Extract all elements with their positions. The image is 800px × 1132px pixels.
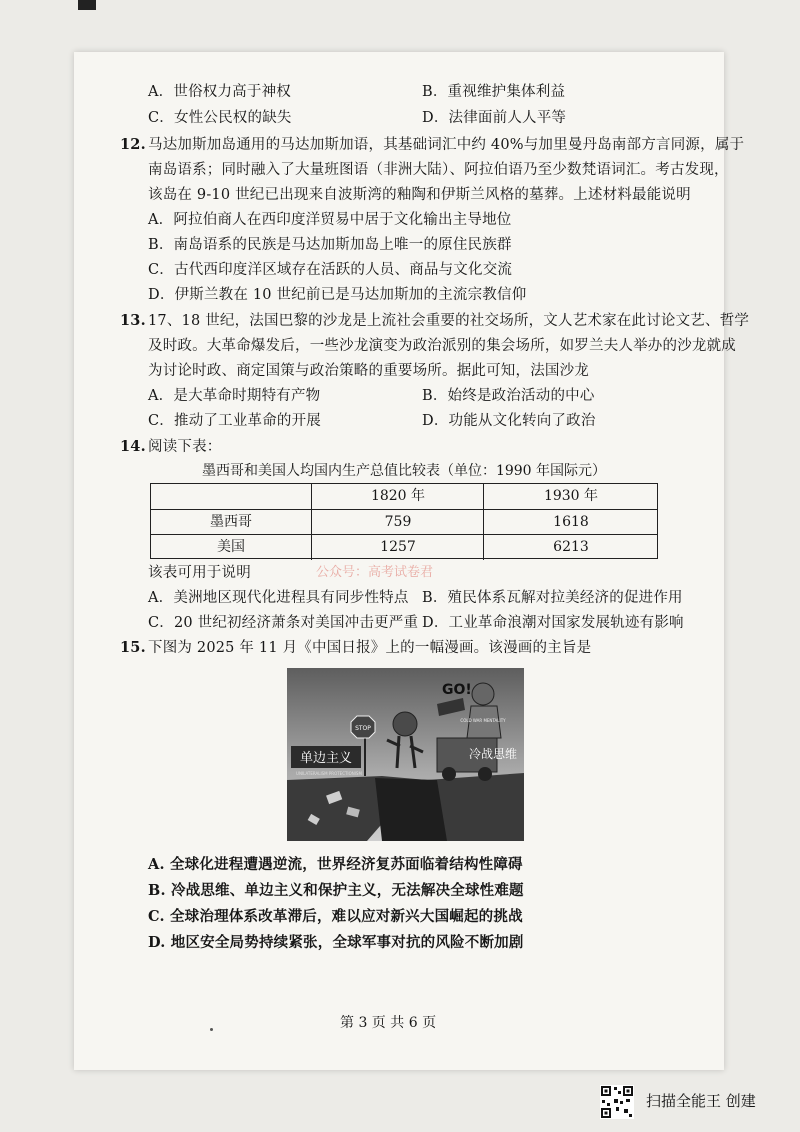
unilateralism-label: 单边主义 [299, 751, 353, 766]
table-cell: 1618 [483, 510, 658, 535]
q15-option-d: D. 地区安全局势持续紧张，全球军事对抗的风险不断加剧 [148, 934, 524, 951]
vehicle-wheel [442, 767, 456, 781]
q15-stem: 下图为 2025 年 11 月《中国日报》上的一幅漫画。该漫画的主旨是 [148, 640, 592, 656]
q14-option-a: A．美洲地区现代化进程具有同步性特点 [148, 590, 409, 606]
table-cell: 1257 [311, 535, 484, 560]
cartoon-image [287, 668, 524, 841]
table-row [151, 509, 657, 535]
q13-option-c: C．推动了工业革命的开展 [148, 413, 321, 429]
gdp-comparison-table [150, 483, 658, 559]
cartoon-small-caption: UNILATERALISM PROTECTIONISM [296, 771, 362, 776]
q15-number: 15. [120, 639, 146, 656]
table-cell: 墨西哥 [210, 514, 252, 530]
q13-option-d: D．功能从文化转向了政治 [422, 413, 596, 429]
qr-code-icon [600, 1085, 634, 1119]
table-header-row [151, 484, 657, 509]
q15-option-a: A. 全球化进程遭遇逆流，世界经济复苏面临着结构性障碍 [148, 856, 523, 873]
table-row [151, 534, 657, 560]
q12-option-c: C．古代西印度洋区域存在活跃的人员、商品与文化交流 [148, 262, 513, 278]
q14-option-b: B．殖民体系瓦解对拉美经济的促进作用 [422, 590, 683, 606]
q14-stem: 阅读下表： [148, 439, 222, 455]
q13-stem-line-3: 为讨论时政、商定国策与政治策略的重要场所。据此可知，法国沙龙 [148, 363, 589, 379]
q13-stem-line-2: 及时政。大革命爆发后，一些沙龙演变为政治派别的集会场所，如罗兰夫人举办的沙龙就成 [148, 338, 736, 354]
q13-option-a: A．是大革命时期特有产物 [148, 388, 321, 404]
q13-option-b: B．始终是政治活动的中心 [422, 388, 595, 404]
scan-speck [210, 1028, 213, 1031]
q14-option-c: C．20 世纪初经济萧条对美国冲击更严重 [148, 615, 419, 631]
scan-corner-mark [78, 0, 96, 10]
q14-number: 14. [120, 438, 146, 455]
q12-stem-line-2: 南岛语系；同时融入了大量班图语（非洲大陆）、阿拉伯语乃至少数梵语词汇。考古发现， [148, 162, 729, 178]
q15-option-b: B. 冷战思维、单边主义和保护主义，无法解决全球性难题 [148, 882, 524, 899]
q13-number: 13. [120, 312, 146, 329]
table-header-cell [151, 484, 311, 509]
cliff-chasm [375, 778, 447, 841]
go-speech: GO! [442, 682, 472, 698]
q15-option-c: C. 全球治理体系改革滞后，难以应对新兴大国崛起的挑战 [148, 908, 523, 925]
coldwar-label: 冷战思维 [468, 747, 518, 761]
globe-figure [393, 712, 417, 736]
q11-option-a: A．世俗权力高于神权 [148, 84, 291, 100]
q14-option-d: D．工业革命浪潮对国家发展轨迹有影响 [422, 615, 684, 631]
driver-head [472, 683, 494, 705]
vehicle-wheel [478, 767, 492, 781]
q12-option-a: A．阿拉伯商人在西印度洋贸易中居于文化输出主导地位 [148, 212, 512, 228]
table-header-cell: 1930 年 [483, 484, 658, 509]
q12-number: 12. [120, 136, 146, 153]
scanner-brand: 扫描全能王 创建 [646, 1092, 756, 1110]
page-number: 第 3 页 共 6 页 [340, 1015, 437, 1031]
table-header-cell: 1820 年 [311, 484, 484, 509]
table-title: 墨西哥和美国人均国内生产总值比较表（单位：1990 年国际元） [201, 463, 607, 479]
watermark-text: 公众号：高考试卷君 [316, 565, 434, 580]
q12-stem-line-3: 该岛在 9-10 世纪已出现来自波斯湾的釉陶和伊斯兰风格的墓葬。上述材料最能说明 [148, 187, 691, 203]
stop-sign-text: STOP [355, 725, 371, 732]
q13-stem-line-1: 17、18 世纪，法国巴黎的沙龙是上流社会重要的社交场所，文人艺术家在此讨论文艺、哲学 [148, 313, 750, 329]
driver-shirt-text: COLD WAR MENTALITY [460, 718, 506, 723]
q12-option-d: D．伊斯兰教在 10 世纪前已是马达加斯加的主流宗教信仰 [148, 287, 527, 303]
q11-option-d: D．法律面前人人平等 [422, 110, 567, 126]
q12-option-b: B．南岛语系的民族是马达加斯加岛上唯一的原住民族群 [148, 237, 512, 253]
table-cell: 美国 [217, 539, 245, 555]
q14-after-table: 该表可用于说明 [148, 565, 251, 581]
q11-option-b: B．重视维护集体利益 [422, 84, 566, 100]
q12-stem-line-1: 马达加斯加岛通用的马达加斯加语，其基础词汇中约 40%与加里曼丹岛南部方言同源，属于 [148, 137, 745, 153]
q11-option-c: C．女性公民权的缺失 [148, 110, 292, 126]
table-cell: 6213 [483, 535, 658, 560]
table-cell: 759 [311, 510, 484, 535]
